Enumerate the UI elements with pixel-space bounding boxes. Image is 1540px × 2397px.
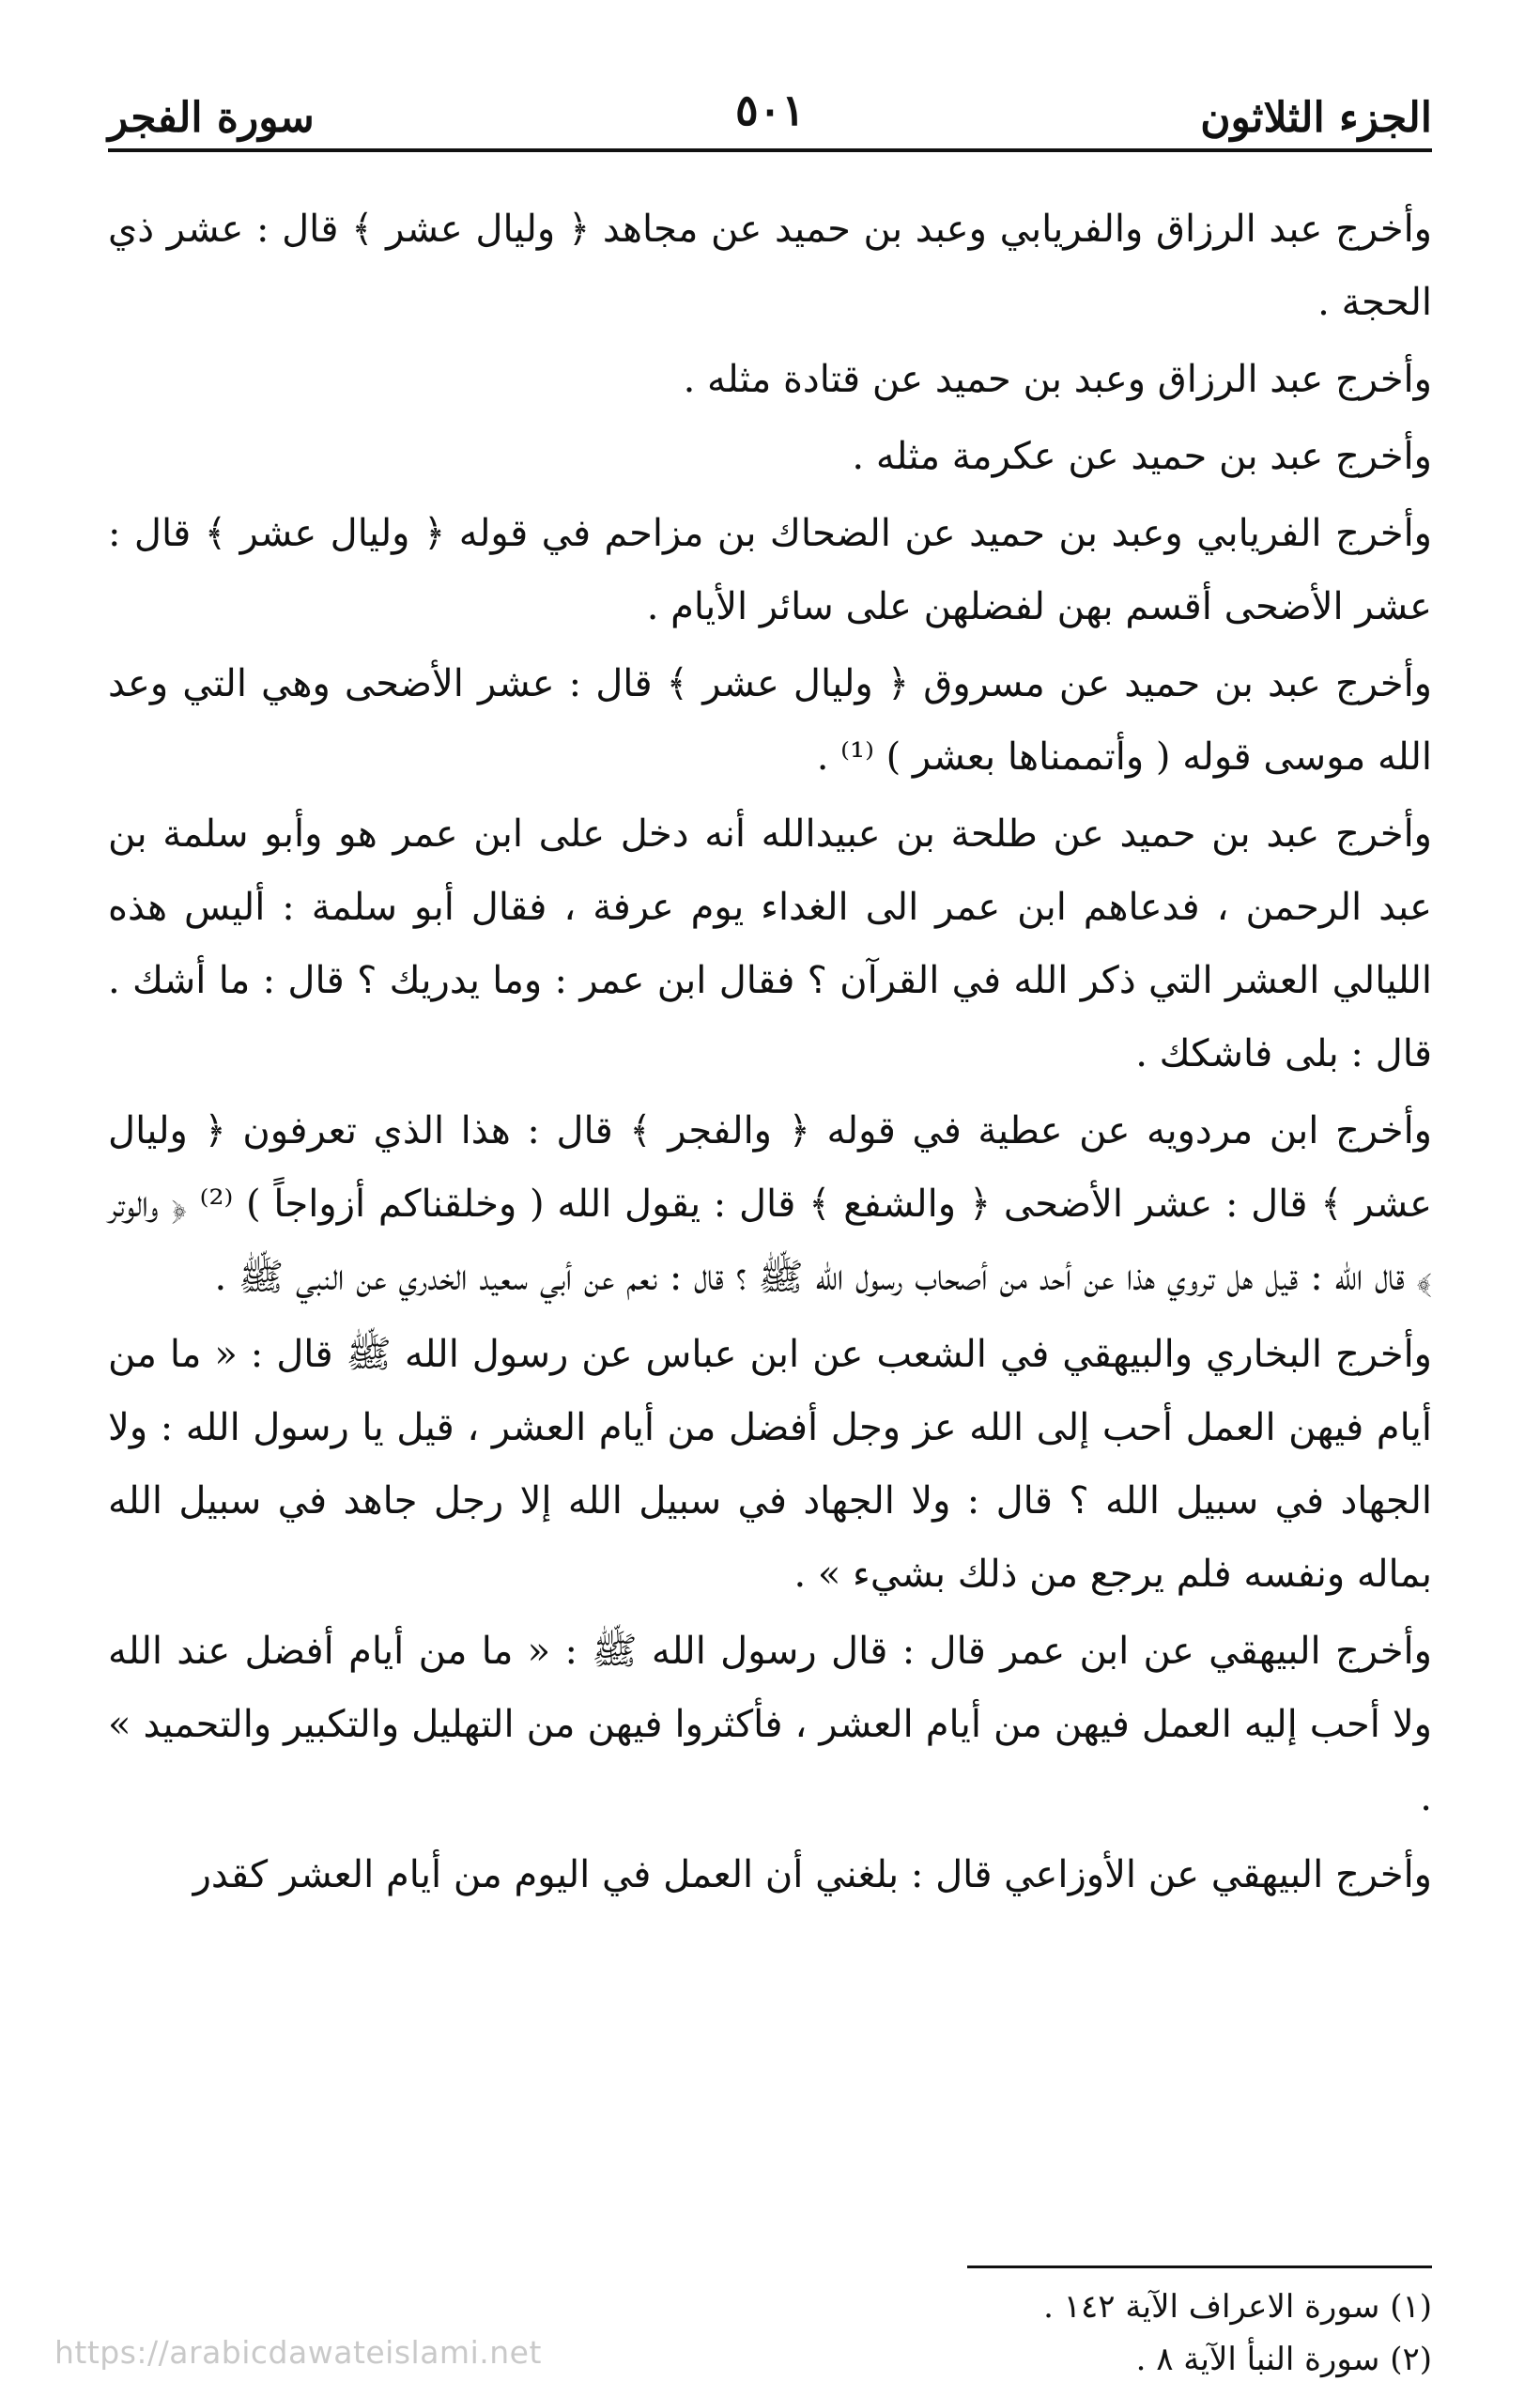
header-rule: [108, 148, 1432, 152]
paragraph: وأخرج ابن مردويه عن عطية في قوله ﴿ والفجر ﴾ قال : هذا الذي تعرفون ﴿ وليال عشر ﴾ قال : عشر الأضحى ﴿ والشفع ﴾ قال : يقول الله ( وخلقناكم أزواجاً ) ⁽²⁾ ﴿ والوتر ﴾ قال الله : قيل هل تروي هذا عن أحد من أصحاب رسول الله ﷺ ؟ قال : نعم عن أبي سعيد الخدري عن النبي ﷺ .: [108, 1109, 1433, 1299]
footnote: (١) سورة الاعراف الآية ١٤٢ .: [1043, 2288, 1432, 2326]
watermark-url: https://arabicdawateislami.net: [54, 2334, 542, 2371]
surah-title: سورة الفجر: [108, 93, 315, 142]
body-text: [108, 193, 1432, 1915]
footnote-rule: [967, 2266, 1432, 2268]
paragraph: وأخرج البيهقي عن ابن عمر قال : قال رسول الله ﷺ : « ما من أيام أفضل عند الله ولا أحب إليه العمل فيهن من أيام العشر ، فأكثروا فيهن من التهليل والتكبير والتحميد » .: [108, 1630, 1432, 1819]
paragraph: وأخرج عبد بن حميد عن مسروق ﴿ وليال عشر ﴾ قال : عشر الأضحى وهي التي وعد الله موسى قوله ( وأتممناها بعشر ) ⁽¹⁾ .: [108, 662, 1432, 779]
paragraph: وأخرج عبد بن حميد عن عكرمة مثله .: [852, 435, 1432, 478]
paragraph: وأخرج الفريابي وعبد بن حميد عن الضحاك بن مزاحم في قوله ﴿ وليال عشر ﴾ قال : عشر الأضحى أقسم بهن لفضلهن على سائر الأيام .: [108, 512, 1432, 628]
paragraph: وأخرج عبد الرزاق والفريابي وعبد بن حميد عن مجاهد ﴿ وليال عشر ﴾ قال : عشر ذي الحجة .: [108, 208, 1432, 324]
paragraph: وأخرج عبد بن حميد عن طلحة بن عبيدالله أنه دخل على ابن عمر هو وأبو سلمة بن عبد الرحمن ، فدعاهم ابن عمر الى الغداء يوم عرفة ، فقال أبو سلمة : أليس هذه الليالي العشر التي ذكر الله في القرآن ؟ فقال ابن عمر : وما يدريك ؟ قال : ما أشك . قال : بلى فاشكك .: [108, 812, 1432, 1075]
footnotes: [657, 2281, 1432, 2386]
part-title: الجزء الثلاثون: [1200, 93, 1432, 142]
paragraph: وأخرج عبد الرزاق وعبد بن حميد عن قتادة مثله .: [683, 358, 1432, 401]
footnote: (٢) سورة النبأ الآية ٨ .: [1135, 2341, 1432, 2378]
running-header: [108, 66, 1432, 169]
paragraph: وأخرج البخاري والبيهقي في الشعب عن ابن عباس عن رسول الله ﷺ قال : « ما من أيام فيهن العمل أحب إلى الله عز وجل أفضل من أيام العشر ، قيل يا رسول الله : ولا الجهاد في سبيل الله ؟ قال : ولا الجهاد في سبيل الله إلا رجل جاهد في سبيل الله بماله ونفسه فلم يرجع من ذلك بشيء » .: [108, 1333, 1433, 1596]
page-number: ٥٠١: [734, 85, 806, 135]
paragraph: وأخرج البيهقي عن الأوزاعي قال : بلغني أن العمل في اليوم من أيام العشر كقدر: [192, 1853, 1432, 1896]
